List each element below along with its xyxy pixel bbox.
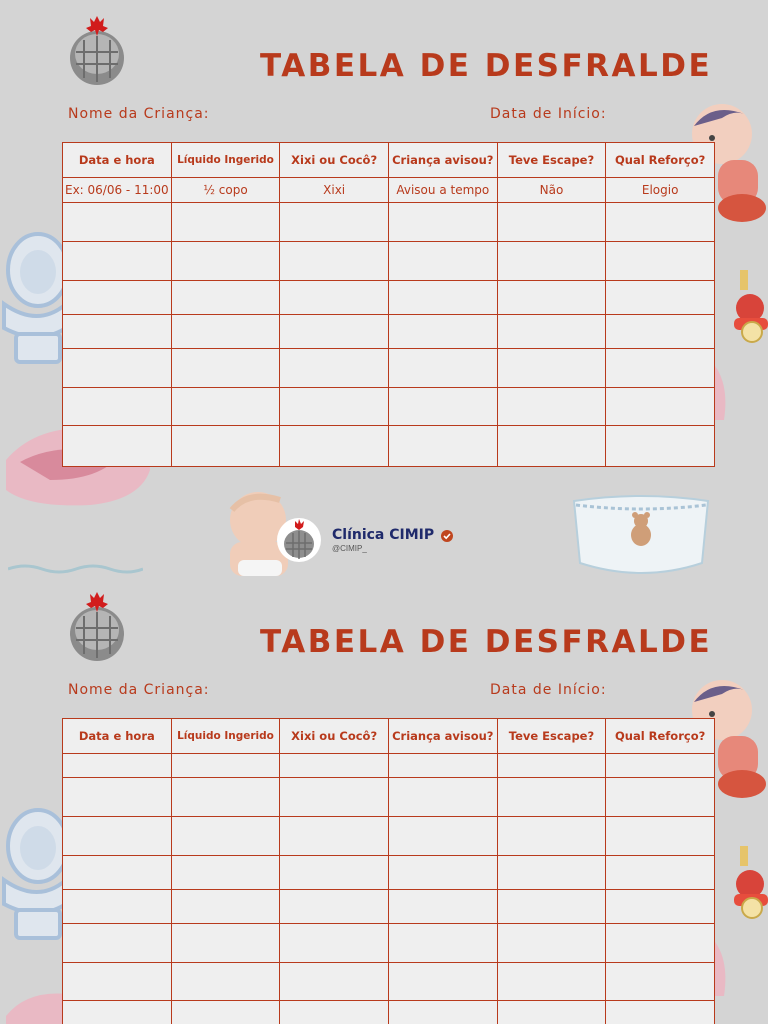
diaper-icon — [572, 493, 710, 576]
table-cell[interactable] — [388, 281, 497, 315]
table-cell[interactable] — [388, 856, 497, 890]
table-cell[interactable] — [171, 203, 280, 242]
table-cell[interactable] — [497, 349, 606, 388]
example-cell: ½ copo — [171, 178, 280, 203]
table-cell[interactable] — [497, 817, 606, 856]
table-cell[interactable] — [171, 754, 280, 778]
table-cell[interactable] — [388, 242, 497, 281]
table-cell[interactable] — [388, 754, 497, 778]
table-cell[interactable] — [497, 388, 606, 426]
table-cell[interactable] — [388, 315, 497, 349]
child-name-label: Nome da Criança: — [68, 682, 210, 698]
example-cell: Não — [497, 178, 606, 203]
table-cell[interactable] — [497, 963, 606, 1001]
header-reward: Qual Reforço? — [606, 719, 715, 754]
table-row — [63, 1001, 715, 1024]
table-cell[interactable] — [63, 349, 172, 388]
start-date-label: Data de Início: — [490, 682, 607, 698]
table-cell[interactable] — [63, 426, 172, 467]
table-cell[interactable] — [388, 778, 497, 817]
table-cell[interactable] — [497, 778, 606, 817]
table-cell[interactable] — [171, 349, 280, 388]
table-row — [63, 924, 715, 963]
table-cell[interactable] — [280, 388, 389, 426]
example-cell: Ex: 06/06 - 11:00 — [63, 178, 172, 203]
table-row — [63, 890, 715, 924]
header-pee-poo: Xixi ou Cocô? — [280, 719, 389, 754]
table-cell[interactable] — [388, 203, 497, 242]
table-header-row — [63, 143, 715, 178]
table-cell[interactable] — [606, 242, 715, 281]
table-cell[interactable] — [280, 203, 389, 242]
page-title: TABELA DE DESFRALDE — [260, 48, 713, 84]
header-liquid: Líquido Ingerido — [171, 719, 280, 754]
table-cell[interactable] — [63, 856, 172, 890]
potty-training-table — [62, 718, 715, 1024]
table-cell[interactable] — [280, 1001, 389, 1024]
table-cell[interactable] — [171, 963, 280, 1001]
table-cell[interactable] — [171, 778, 280, 817]
table-cell[interactable] — [171, 924, 280, 963]
table-cell[interactable] — [63, 890, 172, 924]
table-row — [63, 963, 715, 1001]
table-cell[interactable] — [606, 924, 715, 963]
example-cell: Xixi — [280, 178, 389, 203]
child-name-label: Nome da Criança: — [68, 106, 210, 122]
table-cell[interactable] — [606, 203, 715, 242]
table-cell[interactable] — [63, 924, 172, 963]
table-cell[interactable] — [171, 315, 280, 349]
table-cell[interactable] — [388, 890, 497, 924]
table-row — [63, 281, 715, 315]
header-date-time: Data e hora — [63, 143, 172, 178]
header-liquid: Líquido Ingerido — [171, 143, 280, 178]
table-cell[interactable] — [63, 242, 172, 281]
clinic-logo — [66, 588, 128, 664]
toilet-icon — [0, 808, 64, 944]
table-row — [63, 778, 715, 817]
table-cell[interactable] — [388, 1001, 497, 1024]
table-cell[interactable] — [280, 349, 389, 388]
toilet-icon — [0, 232, 64, 368]
table-cell[interactable] — [171, 281, 280, 315]
header-child-warned: Criança avisou? — [388, 143, 497, 178]
table-cell[interactable] — [280, 281, 389, 315]
table-row — [63, 388, 715, 426]
potty-training-table — [62, 142, 715, 467]
wave-icon — [8, 563, 143, 575]
table-cell[interactable] — [497, 315, 606, 349]
table-cell[interactable] — [280, 817, 389, 856]
header-accident: Teve Escape? — [497, 143, 606, 178]
table-cell[interactable] — [606, 281, 715, 315]
table-cell[interactable] — [606, 817, 715, 856]
table-cell[interactable] — [171, 817, 280, 856]
table-cell[interactable] — [280, 963, 389, 1001]
table-cell[interactable] — [388, 817, 497, 856]
table-cell[interactable] — [606, 1001, 715, 1024]
table-cell[interactable] — [280, 856, 389, 890]
table-cell[interactable] — [497, 1001, 606, 1024]
table-cell[interactable] — [63, 281, 172, 315]
table-cell[interactable] — [63, 203, 172, 242]
table-cell[interactable] — [171, 856, 280, 890]
table-cell[interactable] — [497, 203, 606, 242]
table-cell[interactable] — [606, 349, 715, 388]
table-cell[interactable] — [280, 315, 389, 349]
table-cell[interactable] — [280, 242, 389, 281]
table-cell[interactable] — [63, 754, 172, 778]
table-cell[interactable] — [171, 426, 280, 467]
header-accident: Teve Escape? — [497, 719, 606, 754]
table-cell[interactable] — [497, 426, 606, 467]
table-row — [63, 203, 715, 242]
table-cell[interactable] — [497, 890, 606, 924]
chart-sheet-2 — [0, 576, 768, 1024]
table-cell[interactable] — [606, 890, 715, 924]
example-cell: Elogio — [606, 178, 715, 203]
table-cell[interactable] — [497, 924, 606, 963]
table-row — [63, 349, 715, 388]
table-cell[interactable] — [280, 754, 389, 778]
table-cell[interactable] — [280, 890, 389, 924]
table-cell[interactable] — [63, 963, 172, 1001]
table-cell[interactable] — [388, 963, 497, 1001]
clinic-logo — [66, 12, 128, 88]
table-cell[interactable] — [388, 349, 497, 388]
table-row — [63, 817, 715, 856]
table-cell[interactable] — [497, 754, 606, 778]
table-cell[interactable] — [497, 242, 606, 281]
start-date-label: Data de Início: — [490, 106, 607, 122]
table-cell[interactable] — [171, 1001, 280, 1024]
table-cell[interactable] — [280, 778, 389, 817]
table-cell[interactable] — [606, 388, 715, 426]
table-cell[interactable] — [606, 856, 715, 890]
toy-duck-icon — [720, 844, 768, 924]
header-reward: Qual Reforço? — [606, 143, 715, 178]
table-cell[interactable] — [63, 778, 172, 817]
table-cell[interactable] — [171, 242, 280, 281]
table-cell[interactable] — [606, 426, 715, 467]
brand-name: Clínica CIMIP — [332, 527, 435, 543]
table-cell[interactable] — [63, 388, 172, 426]
brand-avatar — [276, 517, 322, 563]
table-cell[interactable] — [280, 924, 389, 963]
table-cell[interactable] — [606, 778, 715, 817]
table-cell[interactable] — [606, 315, 715, 349]
toy-duck-icon — [720, 268, 768, 348]
table-cell[interactable] — [497, 856, 606, 890]
table-cell[interactable] — [388, 388, 497, 426]
table-cell[interactable] — [388, 426, 497, 467]
verified-badge-icon — [441, 530, 453, 542]
table-cell[interactable] — [63, 1001, 172, 1024]
table-row — [63, 426, 715, 467]
table-cell[interactable] — [171, 388, 280, 426]
table-row — [63, 315, 715, 349]
brand-handle: @CIMIP_ — [332, 544, 367, 553]
table-header-row — [63, 719, 715, 754]
table-row — [63, 856, 715, 890]
header-date-time: Data e hora — [63, 719, 172, 754]
table-cell[interactable] — [63, 315, 172, 349]
header-pee-poo: Xixi ou Cocô? — [280, 143, 389, 178]
header-child-warned: Criança avisou? — [388, 719, 497, 754]
table-cell[interactable] — [497, 281, 606, 315]
table-row — [63, 242, 715, 281]
table-row — [63, 754, 715, 778]
example-row — [63, 178, 715, 203]
table-cell[interactable] — [606, 963, 715, 1001]
page-title: TABELA DE DESFRALDE — [260, 624, 713, 660]
table-cell[interactable] — [280, 426, 389, 467]
table-cell[interactable] — [171, 890, 280, 924]
table-cell[interactable] — [388, 924, 497, 963]
example-cell: Avisou a tempo — [388, 178, 497, 203]
table-cell[interactable] — [606, 754, 715, 778]
table-cell[interactable] — [63, 817, 172, 856]
